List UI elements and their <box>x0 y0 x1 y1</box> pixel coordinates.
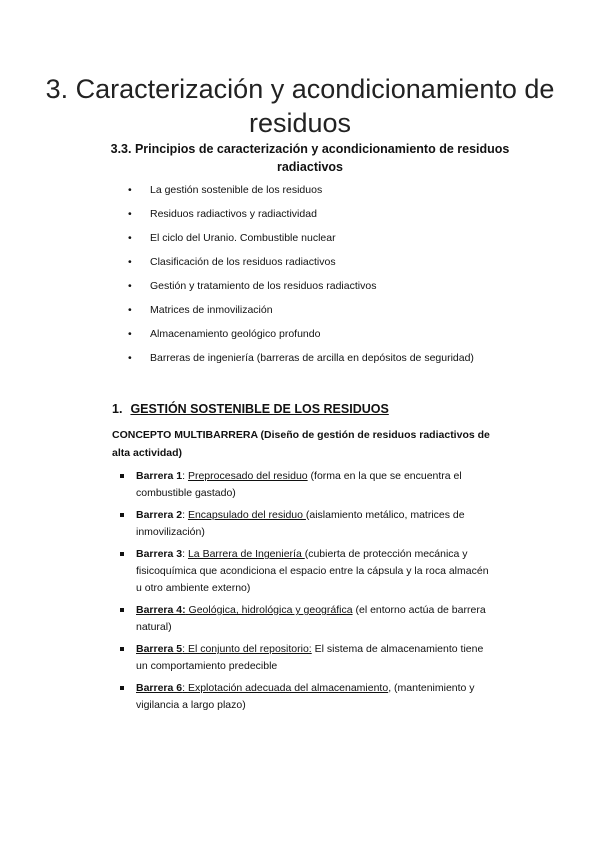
barrier-item <box>118 641 494 675</box>
barrier-label: Barrera 3 <box>136 548 183 560</box>
list-item: • Matrices de inmovilización <box>128 302 474 326</box>
barrier-name: Geológica, hidrológica y geográfica <box>188 604 353 616</box>
barrier-label: Barrera 1 <box>136 470 183 482</box>
barrier-name: Explotación adecuada del almacenamiento <box>187 682 389 694</box>
section-heading <box>112 402 389 416</box>
separator: : <box>182 470 188 482</box>
barriers-list <box>118 468 494 719</box>
barrier-desc: (aislamiento metálico, matrices de inmovilización) <box>136 509 465 538</box>
barrier-name: Preprocesado del residuo <box>187 470 308 482</box>
barrier-item <box>118 546 494 597</box>
separator: : <box>182 643 188 655</box>
section-heading-text: GESTIÓN SOSTENIBLE DE LOS RESIDUOS <box>130 402 389 416</box>
page-title: 3. Caracterización y acondicionamiento de residuos <box>45 74 555 138</box>
concept-label: CONCEPTO MULTIBARRERA <box>112 429 258 441</box>
list-item: • Almacenamiento geológico profundo <box>128 326 474 350</box>
barrier-name: La Barrera de Ingeniería <box>187 548 305 560</box>
list-item: • La gestión sostenible de los residuos <box>128 182 474 206</box>
separator: : <box>182 682 188 694</box>
barrier-item <box>118 507 494 541</box>
separator: : <box>182 509 188 521</box>
section-subtitle: 3.3. Principios de caracterización y acondicionamiento de residuos radiactivos <box>110 142 510 174</box>
section-number: 1. <box>112 402 123 416</box>
barrier-desc: , (mantenimiento y vigilancia a largo plazo) <box>136 682 475 711</box>
concept-paragraph <box>112 426 492 462</box>
barrier-desc: (cubierta de protección mecánica y fisicoquímica que acondiciona el espacio entre la cápsula y la roca almacén u otro ambiente externo) <box>136 548 489 594</box>
list-item: • Clasificación de los residuos radiactivos <box>128 254 474 278</box>
list-item: • Gestión y tratamiento de los residuos radiactivos <box>128 278 474 302</box>
barrier-desc: El sistema de almacenamiento tiene un comportamiento predecible <box>136 643 484 672</box>
barrier-label: Barrera 4: <box>136 604 186 616</box>
barrier-item <box>118 468 494 502</box>
barrier-item <box>118 602 494 636</box>
topics-list <box>128 182 474 374</box>
list-item: • Residuos radiactivos y radiactividad <box>128 206 474 230</box>
barrier-desc: (el entorno actúa de barrera natural) <box>136 604 486 633</box>
barrier-name: El conjunto del repositorio: <box>187 643 312 655</box>
separator: : <box>182 548 188 560</box>
barrier-label: Barrera 6 <box>136 682 183 694</box>
barrier-name: Encapsulado del residuo <box>187 509 306 521</box>
barrier-label: Barrera 2 <box>136 509 183 521</box>
list-item: • El ciclo del Uranio. Combustible nuclear <box>128 230 474 254</box>
barrier-item <box>118 680 494 714</box>
concept-text: (Diseño de gestión de residuos radiactivos de alta actividad) <box>112 429 490 459</box>
barrier-desc: (forma en la que se encuentra el combustible gastado) <box>136 470 462 499</box>
list-item: • Barreras de ingeniería (barreras de arcilla en depósitos de seguridad) <box>128 350 474 374</box>
barrier-label: Barrera 5 <box>136 643 183 655</box>
